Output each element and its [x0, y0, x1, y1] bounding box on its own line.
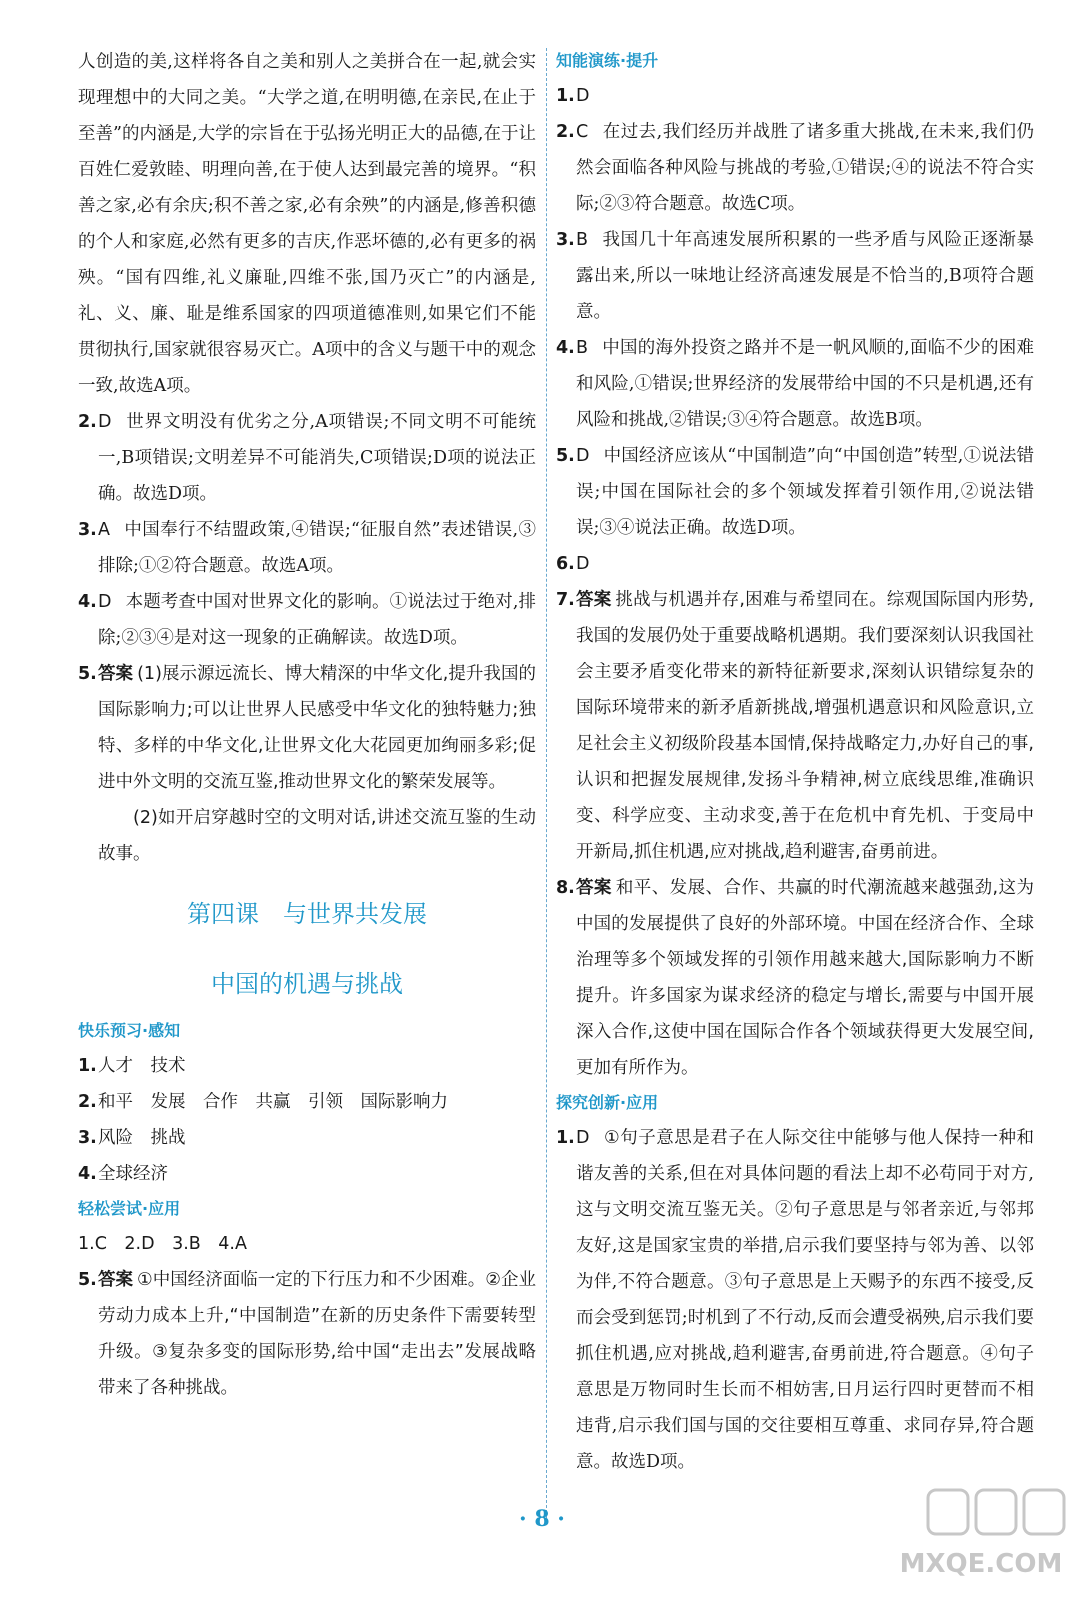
item-number: 4. [556, 338, 575, 358]
item-number: 1. [556, 86, 575, 106]
item-option: C [576, 122, 589, 142]
answer-item-4 [78, 584, 536, 656]
item-text: 和平 发展 合作 共赢 引领 国际影响力 [98, 1092, 448, 1112]
item-text: 我国几十年高速发展所积累的一些矛盾与风险正逐渐暴露出来,所以一味地让经济高速发展是不恰当的,B项符合题意。 [576, 230, 1034, 322]
item-number: 5. [556, 446, 575, 466]
section-heading-preview: 快乐预习·感知 [78, 1021, 181, 1040]
answer-keyword: 答案 [98, 1270, 134, 1290]
answer-item-5 [78, 656, 536, 800]
answer-item-3 [78, 512, 536, 584]
preview-item-2 [78, 1084, 536, 1120]
item-option: B [576, 230, 589, 250]
practice-item-7 [556, 582, 1034, 870]
item-text: 中国奉行不结盟政策,④错误;“征服自然”表述错误,③排除;①②符合题意。故选A项。 [98, 520, 536, 576]
answer-item-2 [78, 404, 536, 512]
item-text: 本题考查中国对世界文化的影响。①说法过于绝对,排除;②③④是对这一现象的正确解读。故选D项。 [98, 592, 536, 648]
item-text: 风险 挑战 [98, 1128, 186, 1148]
item-option: D [576, 86, 590, 106]
practice-item-6 [556, 546, 1034, 582]
page-number: · 8 · [519, 1506, 565, 1532]
item-text: ①句子意思是君子在人际交往中能够与他人保持一种和谐友善的关系,但在对具体问题的看法上却不必苟同于对方,这与文明交流互鉴无关。②句子意思是与邻者亲近,与邻邦友好,这是国家宝贵的举措,启示我们要坚持与邻为善、以邻为伴,不符合题意。③句子意思是上天赐予的东西不接受,反而会受到惩罚;时机到了不行动,反而会遭受祸殃,启示我们要抓住机遇,应对挑战,趋利避害,奋勇前进,符合题意。④句子意思是万物同时生长而不相妨害,日月运行四时更替而不相违背,启示我们国与国的交往要相互尊重、求同存异,符合题意。故选D项。 [576, 1128, 1034, 1472]
item-text: 中国的海外投资之路并不是一帆风顺的,面临不少的困难和风险,①错误;世界经济的发展带给中国的不只是机遇,还有风险和挑战,②错误;③④符合题意。故选B项。 [576, 338, 1034, 430]
preview-item-3 [78, 1120, 536, 1156]
item-text: (1)展示源远流长、博大精深的中华文化,提升我国的国际影响力;可以让世界人民感受中华文化的独特魅力;独特、多样的中华文化,让世界文化大花园更加绚丽多彩;促进中外文明的交流互鉴,推动世界文化的繁荣发展等。 [98, 664, 537, 792]
item-number: 8. [556, 878, 575, 898]
practice-item-5 [556, 438, 1034, 546]
item-number: 2. [78, 1092, 97, 1112]
left-paragraph-continued: 人创造的美,这样将各自之美和别人之美拼合在一起,就会实现理想中的大同之美。“大学之道,在明明德,在亲民,在止于至善”的内涵是,大学的宗旨在于弘扬光明正大的品德,在于让百姓仁爱敦睦、明理向善,在于使人达到最完善的境界。“积善之家,必有余庆;积不善之家,必有余殃”的内涵是,修善积德的个人和家庭,必然有更多的吉庆,作恶坏德的,必有更多的祸殃。“国有四维,礼义廉耻,四维不张,国乃灭亡”的内涵是,礼、义、廉、耻是维系国家的四项道德准则,如果它们不能贯彻执行,国家就很容易灭亡。A项中的含义与题干中的观念一致,故选A项。 [78, 52, 536, 396]
left-column [78, 44, 536, 1406]
item-option: D [98, 592, 112, 612]
item-number: 4. [78, 592, 97, 612]
item-number: 5. [78, 664, 97, 684]
try-item-5 [78, 1262, 536, 1406]
item-number: 1. [78, 1056, 97, 1076]
item-number: 7. [556, 590, 575, 610]
item-number: 5. [78, 1270, 97, 1290]
answer-keyword: 答案 [576, 878, 612, 898]
watermark-icon [888, 1486, 1074, 1586]
item-number: 3. [556, 230, 575, 250]
lesson-title: 第四课 与世界共发展 [187, 900, 427, 928]
practice-item-4 [556, 330, 1034, 438]
item-number: 3. [78, 520, 97, 540]
try-answers-line: 1.C 2.D 3.B 4.A [78, 1234, 247, 1254]
item-text: 人才 技术 [98, 1056, 186, 1076]
item-number: 2. [78, 412, 97, 432]
preview-item-4 [78, 1156, 536, 1192]
practice-item-1 [556, 78, 1034, 114]
item-option: A [98, 520, 110, 540]
explore-item-1 [556, 1120, 1034, 1480]
item-text: 中国经济应该从“中国制造”向“中国创造”转型,①说法错误;中国在国际社会的多个领域发挥着引领作用,②说法错误;③④说法正确。故选D项。 [576, 446, 1034, 538]
watermark-logo [888, 1486, 1074, 1586]
item-text: ①中国经济面临一定的下行压力和不少困难。②企业劳动力成本上升,“中国制造”在新的历史条件下需要转型升级。③复杂多变的国际形势,给中国“走出去”发展战略带来了各种挑战。 [98, 1270, 536, 1398]
item-option: D [576, 554, 590, 574]
section-heading-practice: 知能演练·提升 [556, 51, 659, 70]
preview-item-1 [78, 1048, 536, 1084]
answer-keyword: 答案 [98, 664, 134, 684]
item-text: 全球经济 [98, 1164, 168, 1184]
practice-item-8 [556, 870, 1034, 1086]
practice-item-3 [556, 222, 1034, 330]
item-text: 挑战与机遇并存,困难与希望同在。综观国际国内形势,我国的发展仍处于重要战略机遇期。我们要深刻认识我国社会主要矛盾变化带来的新特征新要求,深刻认识错综复杂的国际环境带来的新矛盾新挑战,增强机遇意识和风险意识,立足社会主义初级阶段基本国情,保持战略定力,办好自己的事,认识和把握发展规律,发扬斗争精神,树立底线思维,准确识变、科学应变、主动求变,善于在危机中育先机、于变局中开新局,抓住机遇,应对挑战,趋利避害,奋勇前进。 [576, 590, 1035, 862]
section-heading-explore: 探究创新·应用 [556, 1093, 659, 1112]
answer-item-5-part-2: (2)如开启穿越时空的文明对话,讲述交流互鉴的生动故事。 [98, 808, 536, 864]
item-number: 2. [556, 122, 575, 142]
right-column [556, 44, 1034, 1480]
item-number: 1. [556, 1128, 575, 1148]
column-divider [546, 48, 547, 1518]
item-number: 3. [78, 1128, 97, 1148]
item-option: D [576, 446, 590, 466]
item-option: B [576, 338, 589, 358]
practice-item-2 [556, 114, 1034, 222]
item-option: D [98, 412, 112, 432]
item-text: 和平、发展、合作、共赢的时代潮流越来越强劲,这为中国的发展提供了良好的外部环境。中国在经济合作、全球治理等多个领域发挥的引领作用越来越大,国际影响力不断提升。许多国家为谋求经济的稳定与增长,需要与中国开展深入合作,这使中国在国际合作各个领域获得更大发展空间,更加有所作为。 [576, 878, 1034, 1078]
section-heading-try: 轻松尝试·应用 [78, 1199, 181, 1218]
answer-keyword: 答案 [576, 590, 612, 610]
item-number: 6. [556, 554, 575, 574]
item-text: 在过去,我们经历并战胜了诸多重大挑战,在未来,我们仍然会面临各种风险与挑战的考验,①错误;④的说法不符合实际;②③符合题意。故选C项。 [576, 122, 1034, 214]
item-option: D [576, 1128, 590, 1148]
item-number: 4. [78, 1164, 97, 1184]
item-text: 世界文明没有优劣之分,A项错误;不同文明不可能统一,B项错误;文明差异不可能消失,C项错误;D项的说法正确。故选D项。 [98, 412, 536, 504]
watermark-text: MXQE.COM [899, 1549, 1063, 1579]
subsection-title: 中国的机遇与挑战 [211, 970, 403, 998]
